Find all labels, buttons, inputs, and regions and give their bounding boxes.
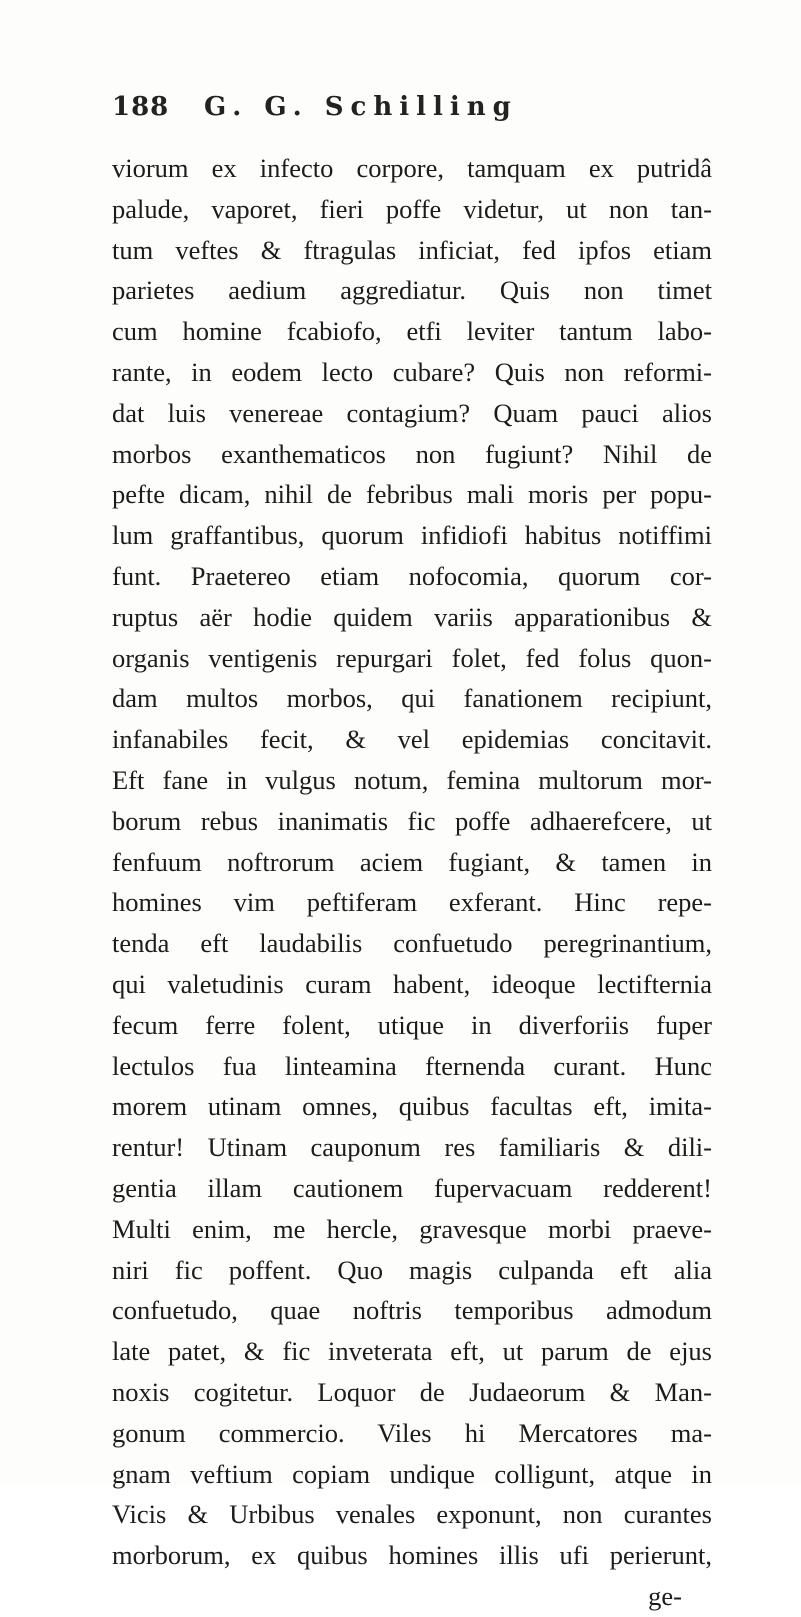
text-line: organis ventigenis repurgari folet, fed folus quon-	[112, 642, 712, 673]
text-line: cum homine fcabiofo, etfi leviter tantum labo-	[112, 316, 712, 347]
text-line: noxis cogitetur. Loquor de Judaeorum & Man-	[112, 1376, 712, 1407]
text-line: late patet, & fic inveterata eft, ut parum de ejus	[112, 1336, 712, 1367]
text-line: niri fic poffent. Quo magis culpanda eft alia	[112, 1254, 712, 1285]
text-line: dat luis venereae contagium? Quam pauci alios	[112, 397, 712, 428]
text-line: ruptus aër hodie quidem variis apparationibus &	[112, 601, 712, 632]
text-line: gnam veftium copiam undique colligunt, atque in	[112, 1458, 712, 1489]
text-line: lum graffantibus, quorum infidiofi habitus notiffimi	[112, 520, 712, 551]
text-line: Eft fane in vulgus notum, femina multorum mor-	[112, 764, 712, 795]
text-line: borum rebus inanimatis fic poffe adhaerefcere, ut	[112, 805, 712, 836]
text-line: infanabiles fecit, & vel epidemias concitavit.	[112, 724, 712, 755]
text-line: rentur! Utinam cauponum res familiaris & dili-	[112, 1132, 712, 1163]
text-line: gonum commercio. Viles hi Mercatores ma-	[112, 1417, 712, 1448]
text-line: lectulos fua linteamina fternenda curant. Hunc	[112, 1050, 712, 1081]
text-line: pefte dicam, nihil de febribus mali moris per popu-	[112, 479, 712, 510]
text-line: tum veftes & ftragulas inficiat, fed ipfos etiam	[112, 234, 712, 265]
text-line: viorum ex infecto corpore, tamquam ex putridâ	[112, 153, 712, 183]
text-line: gentia illam cautionem fupervacuam redderent!	[112, 1172, 712, 1203]
text-line: fenfuum noftrorum aciem fugiant, & tamen in	[112, 846, 712, 877]
catchword: ge-	[648, 1580, 682, 1611]
text-line: fecum ferre folent, utique in diverforiis fuper	[112, 1009, 712, 1040]
text-line: palude, vaporet, fieri poffe videtur, ut non tan-	[112, 193, 712, 224]
text-line: morbos exanthematicos non fugiunt? Nihil de	[112, 438, 712, 469]
text-line: funt. Praetereo etiam nofocomia, quorum cor-	[112, 560, 712, 591]
body-text	[112, 148, 712, 1617]
running-head-author: G. G. Schilling	[204, 92, 518, 122]
text-line: parietes aedium aggrediatur. Quis non timet	[112, 275, 712, 306]
running-head	[112, 86, 672, 130]
text-line: dam multos morbos, qui fanationem recipiunt,	[112, 683, 712, 714]
text-line: homines vim peftiferam exferant. Hinc repe-	[112, 887, 712, 918]
text-line: Vicis & Urbibus venales exponunt, non curantes	[112, 1499, 712, 1530]
text-line: rante, in eodem lecto cubare? Quis non reformi-	[112, 356, 712, 387]
text-line: confuetudo, quae noftris temporibus admodum	[112, 1295, 712, 1326]
text-line: tenda eft laudabilis confuetudo peregrinantium,	[112, 928, 712, 959]
page-number: 188	[112, 92, 170, 122]
text-line: morem utinam omnes, quibus facultas eft, imita-	[112, 1091, 712, 1122]
text-line: Multi enim, me hercle, gravesque morbi praeve-	[112, 1213, 712, 1244]
text-line: qui valetudinis curam habent, ideoque lectifternia	[112, 968, 712, 999]
text-line: morborum, ex quibus homines illis ufi perierunt,	[112, 1540, 712, 1571]
